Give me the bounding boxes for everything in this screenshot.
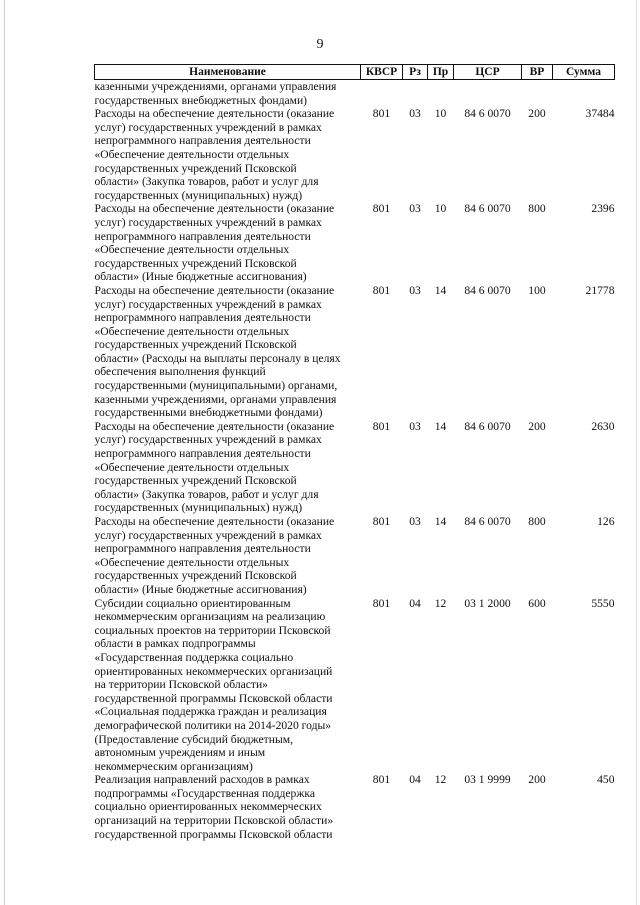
- cell-kvsr: 801: [372, 515, 391, 528]
- cell-name: [95, 107, 361, 202]
- name-line: ориентированных некоммерческих организаций: [94, 664, 333, 678]
- cell-pr: [428, 80, 454, 108]
- name-line: демографической политики на 2014-2020 годы»: [94, 718, 332, 732]
- cell-vr: 200: [528, 107, 546, 121]
- cell-csr: 84 6 0070: [464, 283, 511, 297]
- cell-vr: 800: [528, 202, 546, 216]
- name-line: «Обеспечение деятельности отдельных: [94, 243, 290, 257]
- cell-name: [95, 284, 361, 420]
- name-line: государственными внебюджетными фондами): [94, 406, 323, 420]
- name-line: услуг) государственных учреждений в рамках: [94, 120, 322, 134]
- table-row: [95, 284, 615, 420]
- cell-csr: 84 6 0070: [464, 202, 511, 216]
- cell-rz: 03: [409, 515, 421, 528]
- header-pr: Пр: [428, 65, 454, 80]
- header-csr: ЦСР: [454, 65, 522, 80]
- name-line: государственных учреждений Псковской: [94, 338, 297, 352]
- header-sum: Сумма: [553, 65, 615, 80]
- name-line: «Обеспечение деятельности отдельных: [94, 324, 290, 338]
- name-line: государственных внебюджетных фондами): [94, 93, 308, 107]
- name-line: государственных (муниципальных) нужд): [94, 188, 303, 202]
- scan-edge-right: [636, 0, 637, 905]
- name-line: услуг) государственных учреждений в рамках: [94, 528, 322, 542]
- page-number: 9: [316, 37, 324, 52]
- cell-vr: 100: [528, 283, 546, 297]
- name-line: (Предоставление субсидий бюджетным,: [94, 732, 293, 746]
- name-line: Расходы на обеспечение деятельности (оказание: [94, 283, 335, 297]
- name-line: некоммерческим организациям на реализацию: [94, 610, 326, 624]
- name-line: области» (Закупка товаров, работ и услуг для: [94, 175, 319, 189]
- name-line: государственных учреждений Псковской: [94, 474, 297, 488]
- header-rz: Рз: [403, 65, 428, 80]
- table-row: [95, 420, 615, 515]
- table-row: [95, 202, 615, 284]
- name-line: государственных учреждений Псковской: [94, 569, 297, 583]
- name-line: «Государственная поддержка социально: [94, 650, 294, 664]
- cell-kvsr: 801: [372, 202, 391, 216]
- name-line: Расходы на обеспечение деятельности (оказание: [94, 107, 335, 121]
- cell-kvsr: 801: [372, 419, 391, 433]
- cell-rz: 03: [409, 283, 421, 297]
- name-line: области» (Иные бюджетные ассигнования): [94, 270, 307, 284]
- name-line: области в рамках подпрограммы: [94, 637, 256, 651]
- cell-rz: 04: [409, 596, 421, 610]
- name-line: Субсидии социально ориентированным: [94, 596, 291, 610]
- name-line: услуг) государственных учреждений в рамках: [94, 297, 322, 311]
- cell-pr: 14: [434, 515, 447, 528]
- cell-kvsr: [361, 80, 403, 108]
- name-line: Расходы на обеспечение деятельности (оказание: [94, 515, 335, 528]
- name-line: государственной программы Псковской области: [94, 827, 333, 841]
- table-header-row: [95, 65, 615, 80]
- name-line: непрограммного направления деятельности: [94, 134, 311, 148]
- table-row: [95, 773, 615, 841]
- name-line: государственными (муниципальными) органами,: [94, 379, 338, 393]
- name-line: непрограммного направления деятельности: [94, 229, 311, 243]
- name-line: непрограммного направления деятельности: [94, 447, 311, 461]
- name-line: области» (Закупка товаров, работ и услуг для: [94, 487, 319, 501]
- header-kvsr: КВСР: [361, 65, 403, 80]
- cell-csr: [454, 80, 522, 108]
- cell-rz: 04: [409, 773, 421, 787]
- name-line: автономным учреждениям и иным: [94, 746, 266, 760]
- name-line: «Социальная поддержка граждан и реализация: [94, 705, 327, 719]
- name-line: государственных учреждений Псковской: [94, 161, 297, 175]
- cell-csr: 84 6 0070: [464, 515, 511, 528]
- cell-rz: 03: [409, 419, 421, 433]
- header-vr: ВР: [522, 65, 553, 80]
- cell-rz: 03: [409, 202, 421, 216]
- cell-pr: 10: [434, 107, 447, 121]
- name-line: организаций на территории Псковской области»: [94, 814, 334, 828]
- cell-sum: 37484: [585, 107, 615, 121]
- cell-pr: 10: [434, 202, 447, 216]
- name-line: области» (Расходы на выплаты персоналу в целях: [94, 351, 341, 365]
- cell-kvsr: 801: [372, 596, 391, 610]
- name-line: непрограммного направления деятельности: [94, 542, 311, 556]
- name-line: области» (Иные бюджетные ассигнования): [94, 582, 307, 596]
- cell-sum: 450: [597, 773, 615, 787]
- name-line: Расходы на обеспечение деятельности (оказание: [94, 419, 335, 433]
- cell-name: [95, 515, 361, 597]
- cell-kvsr: 801: [372, 773, 391, 787]
- cell-name: [95, 202, 361, 284]
- cell-sum: 126: [597, 515, 615, 528]
- cell-vr: 800: [528, 515, 546, 528]
- name-line: услуг) государственных учреждений в рамках: [94, 433, 322, 447]
- cell-kvsr: 801: [372, 283, 391, 297]
- name-line: «Обеспечение деятельности отдельных: [94, 147, 290, 161]
- cell-name: [95, 597, 361, 774]
- cell-sum: 21778: [585, 283, 615, 297]
- table-row: [95, 80, 615, 108]
- table-row: [95, 515, 615, 597]
- name-line: государственных (муниципальных) нужд): [94, 501, 303, 515]
- cell-pr: 12: [434, 596, 447, 610]
- scan-edge-left: [4, 0, 5, 905]
- name-line: Расходы на обеспечение деятельности (оказание: [94, 202, 335, 216]
- table-body: [95, 80, 615, 842]
- name-line: некоммерческим организациям): [94, 759, 253, 773]
- name-line: социально ориентированных некоммерческих: [94, 800, 322, 814]
- cell-csr: 03 1 2000: [464, 596, 511, 610]
- cell-name: [95, 773, 361, 841]
- cell-csr: 03 1 9999: [464, 773, 511, 787]
- cell-vr: 200: [528, 773, 546, 787]
- name-line: непрограммного направления деятельности: [94, 311, 311, 325]
- table-row: [95, 597, 615, 774]
- name-line: государственных учреждений Псковской: [94, 256, 297, 270]
- name-line: социальных проектов на территории Псковской: [94, 623, 331, 637]
- cell-sum: 2630: [591, 419, 615, 433]
- name-line: обеспечения выполнения функций: [94, 365, 266, 379]
- cell-csr: 84 6 0070: [464, 107, 511, 121]
- name-line: услуг) государственных учреждений в рамках: [94, 215, 322, 229]
- name-line: «Обеспечение деятельности отдельных: [94, 460, 290, 474]
- name-line: подпрограммы «Государственная поддержка: [94, 786, 315, 800]
- cell-vr: 200: [528, 419, 546, 433]
- cell-pr: 14: [434, 419, 447, 433]
- cell-rz: 03: [409, 107, 421, 121]
- cell-rz: [403, 80, 428, 108]
- cell-vr: [522, 80, 553, 108]
- cell-kvsr: 801: [372, 107, 391, 121]
- header-name: Наименование: [95, 65, 361, 80]
- cell-pr: 12: [434, 773, 447, 787]
- cell-vr: 600: [528, 596, 546, 610]
- name-line: казенными учреждениями, органами управления: [94, 80, 337, 93]
- cell-name: [95, 420, 361, 515]
- table-row: [95, 107, 615, 202]
- budget-table: [94, 64, 615, 841]
- cell-sum: 5550: [591, 596, 615, 610]
- name-line: Реализация направлений расходов в рамках: [94, 773, 310, 787]
- cell-pr: 14: [434, 283, 447, 297]
- cell-sum: [553, 80, 615, 108]
- name-line: на территории Псковской области»: [94, 678, 268, 692]
- cell-sum: 2396: [591, 202, 615, 216]
- name-line: «Обеспечение деятельности отдельных: [94, 555, 290, 569]
- cell-name: [95, 80, 361, 108]
- name-line: казенными учреждениями, органами управления: [94, 392, 337, 406]
- cell-csr: 84 6 0070: [464, 419, 511, 433]
- name-line: государственной программы Псковской области: [94, 691, 333, 705]
